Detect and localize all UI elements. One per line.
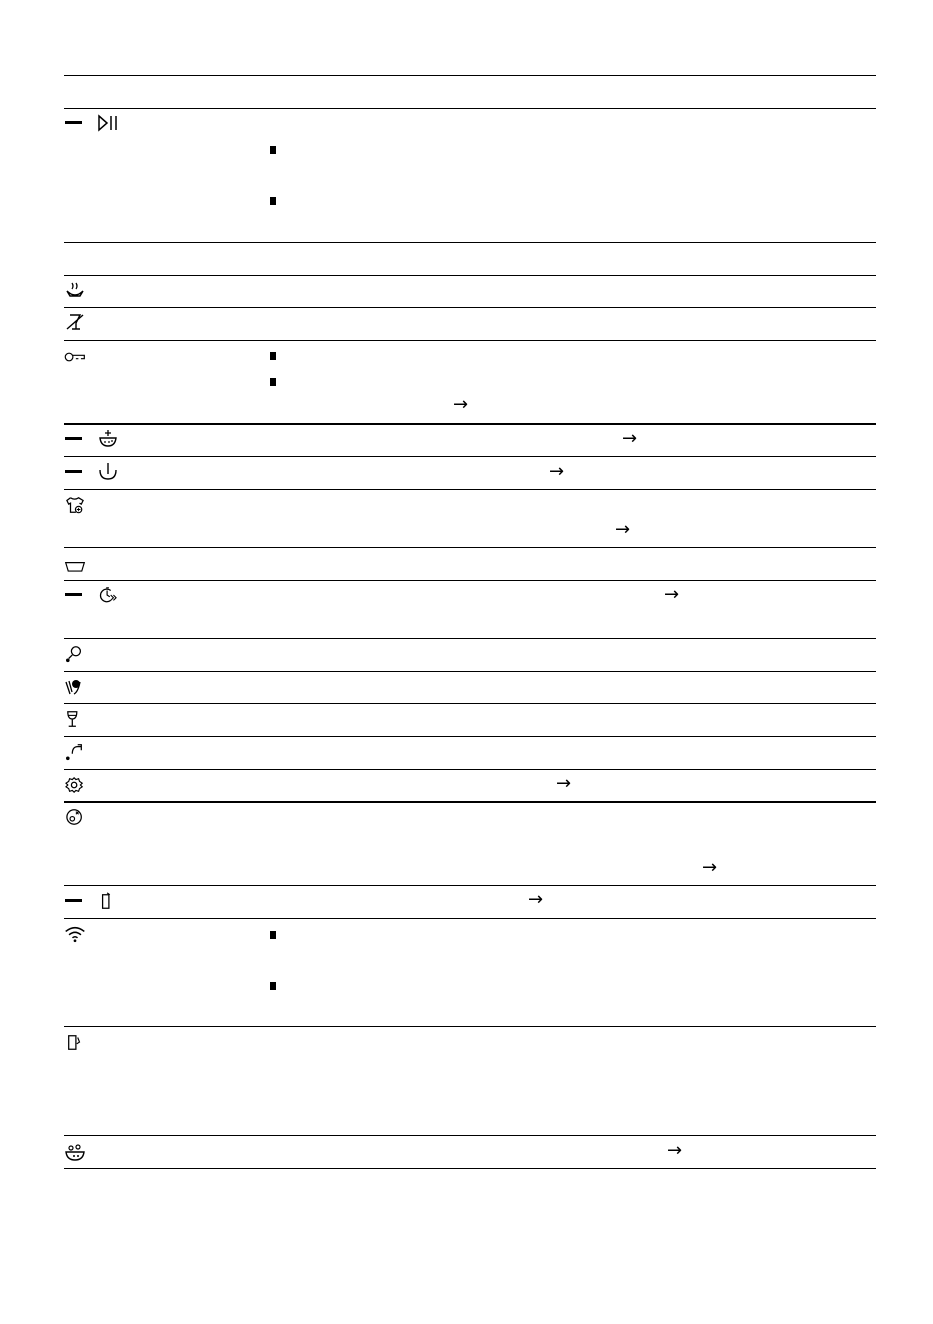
table-row-rule xyxy=(64,580,876,581)
table-row-rule xyxy=(64,671,876,672)
arrow-right-icon: → xyxy=(664,584,680,605)
table-bottom-rule xyxy=(64,1168,876,1169)
arrow-right-icon: → xyxy=(453,394,469,415)
wifi-icon xyxy=(64,925,86,943)
list-bullet xyxy=(270,931,276,939)
timer-fast-icon xyxy=(97,586,119,604)
arrow-right-icon: → xyxy=(556,773,572,794)
table-row-rule xyxy=(64,547,876,548)
arrow-right-icon: → xyxy=(622,428,638,449)
hand-gear-icon xyxy=(64,678,86,696)
shirt-plus-icon xyxy=(64,496,86,514)
basket-icon xyxy=(64,557,86,575)
table-row-rule xyxy=(64,918,876,919)
table-row-rule xyxy=(64,456,876,457)
table-row-rule xyxy=(64,1135,876,1136)
dash-indicator xyxy=(65,470,82,473)
table-row-rule xyxy=(64,736,876,737)
table-row-rule xyxy=(64,489,876,490)
dash-indicator xyxy=(65,437,82,440)
key-icon xyxy=(64,348,86,366)
arrow-right-icon: → xyxy=(615,519,631,540)
table-row-rule xyxy=(64,1026,876,1027)
table-row-rule xyxy=(64,703,876,704)
dash-indicator xyxy=(65,121,82,124)
glass-crossed-icon xyxy=(64,313,86,331)
arrow-right-icon: → xyxy=(549,461,565,482)
dash-indicator xyxy=(65,593,82,596)
table-row-rule xyxy=(64,769,876,770)
list-bullet xyxy=(270,378,276,386)
gear-icon xyxy=(64,776,86,794)
list-bullet xyxy=(270,197,276,205)
table-row-rule xyxy=(64,307,876,308)
rinse-aid-icon xyxy=(97,429,119,447)
intensive-steam-icon xyxy=(64,281,86,299)
table-row-rule xyxy=(64,885,876,886)
disc-icon xyxy=(64,808,86,826)
tap-drop-icon xyxy=(64,743,86,761)
table-row-rule xyxy=(64,340,876,341)
play-pause-icon xyxy=(97,114,119,132)
table-row-rule xyxy=(64,108,876,109)
table-row-rule xyxy=(64,801,876,803)
sparkle-bowl-icon xyxy=(64,1143,86,1161)
table-row-rule xyxy=(64,275,876,276)
table-row-rule xyxy=(64,242,876,243)
spray-head-icon xyxy=(64,645,86,663)
water-softener-icon xyxy=(97,462,119,480)
wine-glass-icon xyxy=(64,710,86,728)
table-top-rule xyxy=(64,75,876,76)
arrow-right-icon: → xyxy=(667,1140,683,1161)
table-row-rule xyxy=(64,423,876,425)
table-row-rule xyxy=(64,638,876,639)
list-bullet xyxy=(270,352,276,360)
door-icon xyxy=(97,892,119,910)
list-bullet xyxy=(270,146,276,154)
arrow-right-icon: → xyxy=(702,857,718,878)
list-bullet xyxy=(270,982,276,990)
arrow-right-icon: → xyxy=(528,889,544,910)
phone-touch-icon xyxy=(64,1033,86,1051)
dash-indicator xyxy=(65,899,82,902)
